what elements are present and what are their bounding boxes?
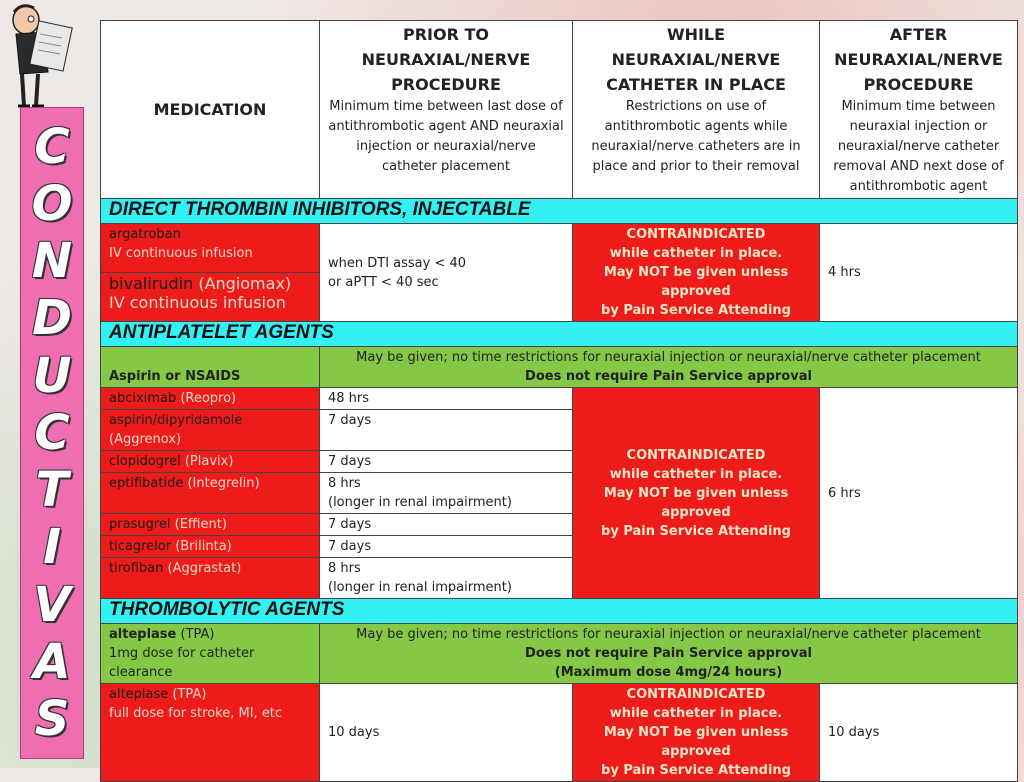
drug-cell-tirofiban: tirofiban (Aggrastat) xyxy=(101,558,320,599)
banner-letter: D xyxy=(32,290,72,347)
banner-letter: U xyxy=(32,347,72,404)
drug-cell-alteplase-full-dose: alteplase (TPA) full dose for stroke, MI, etc xyxy=(101,684,320,782)
banner-letter: C xyxy=(34,404,70,461)
prior-cell: 7 days xyxy=(320,451,573,473)
banner-letter: A xyxy=(33,634,71,691)
drug-cell-abciximab: abciximab (Reopro) xyxy=(101,388,320,410)
prior-cell: 8 hrs (longer in renal impairment) xyxy=(320,473,573,514)
section-title: DIRECT THROMBIN INHIBITORS, INJECTABLE xyxy=(101,199,1018,224)
table-row xyxy=(101,388,1018,410)
prior-cell: 7 days xyxy=(320,536,573,558)
section-title: ANTIPLATELET AGENTS xyxy=(101,322,1018,347)
prior-cell: 7 days xyxy=(320,514,573,536)
prior-cell: when DTI assay < 40 or aPTT < 40 sec xyxy=(320,224,573,322)
table-row xyxy=(101,684,1018,782)
section-row-dti xyxy=(101,199,1018,224)
drug-note: IV continuous infusion xyxy=(109,246,253,261)
section-row-thrombolytic xyxy=(101,599,1018,624)
table-row xyxy=(101,624,1018,684)
header-prior: PRIOR TO NEURAXIAL/NERVE PROCEDURE Minimum time between last dose of antithrombotic agent AND neuraxial injection or neuraxial/nerve catheter placement xyxy=(320,21,573,199)
after-cell: 6 hrs xyxy=(820,388,1018,599)
banner-letter: T xyxy=(35,462,69,519)
drug-name: bivalirudin xyxy=(109,274,194,293)
drug-cell-alteplase-low-dose: alteplase (TPA) 1mg dose for catheter clearance xyxy=(101,624,320,684)
section-title: THROMBOLYTIC AGENTS xyxy=(101,599,1018,624)
drug-cell-argatroban xyxy=(101,224,320,273)
prior-cell: 48 hrs xyxy=(320,388,573,410)
prior-cell: 10 days xyxy=(320,684,573,782)
drug-cell-eptifibatide: eptifibatide (Integrelin) xyxy=(101,473,320,514)
table-row xyxy=(101,347,1018,388)
prior-cell: 8 hrs (longer in renal impairment) xyxy=(320,558,573,599)
drug-cell-prasugrel: prasugrel (Effient) xyxy=(101,514,320,536)
alteplase-note-cell: May be given; no time restrictions for neuraxial injection or neuraxial/nerve catheter placement Does not require Pain Service approval (Maximum dose 4mg/24 hours) xyxy=(320,624,1018,684)
medication-table xyxy=(100,20,1018,782)
banner-letter: C xyxy=(34,118,70,175)
reading-man-mascot-icon xyxy=(4,2,86,108)
drug-cell-aspirin: Aspirin or NSAIDS xyxy=(101,347,320,388)
table-header-row xyxy=(101,21,1018,199)
contraindicated-cell: CONTRAINDICATED while catheter in place. May NOT be given unless approved by Pain Service Attending xyxy=(573,224,820,322)
contraindicated-cell: CONTRAINDICATED while catheter in place. May NOT be given unless approved by Pain Service Attending xyxy=(573,684,820,782)
drug-cell-clopidogrel: clopidogrel (Plavix) xyxy=(101,451,320,473)
drug-cell-bivalirudin xyxy=(101,273,320,322)
after-cell: 10 days xyxy=(820,684,1018,782)
header-while: WHILE NEURAXIAL/NERVE CATHETER IN PLACE Restrictions on use of antithrombotic agents while neuraxial/nerve catheters are in place and prior to their removal xyxy=(573,21,820,199)
banner-letter: O xyxy=(31,175,73,232)
banner-letter: V xyxy=(33,576,71,633)
after-cell: 4 hrs xyxy=(820,224,1018,322)
drug-brand: (Angiomax) xyxy=(198,274,292,293)
drug-cell-aspirin-dipyridamole: aspirin/dipyridamole (Aggrenox) xyxy=(101,410,320,451)
header-after: AFTER NEURAXIAL/NERVE PROCEDURE Minimum time between neuraxial injection or neuraxial/nerve catheter removal AND next dose of antithrombotic agent xyxy=(820,21,1018,199)
banner-letter: S xyxy=(34,691,70,748)
vertical-title-banner xyxy=(20,107,84,759)
banner-letter: I xyxy=(43,519,61,576)
contraindicated-cell: CONTRAINDICATED while catheter in place. May NOT be given unless approved by Pain Service Attending xyxy=(573,388,820,599)
header-medication: MEDICATION xyxy=(101,21,320,199)
drug-name: argatroban xyxy=(109,227,181,242)
aspirin-note-cell: May be given; no time restrictions for neuraxial injection or neuraxial/nerve catheter placement Does not require Pain Service approval xyxy=(320,347,1018,388)
table-row xyxy=(101,224,1018,273)
banner-letter: N xyxy=(31,233,73,290)
drug-cell-ticagrelor: ticagrelor (Brilinta) xyxy=(101,536,320,558)
section-row-antiplatelet xyxy=(101,322,1018,347)
drug-note: IV continuous infusion xyxy=(109,293,286,312)
prior-cell: 7 days xyxy=(320,410,573,451)
